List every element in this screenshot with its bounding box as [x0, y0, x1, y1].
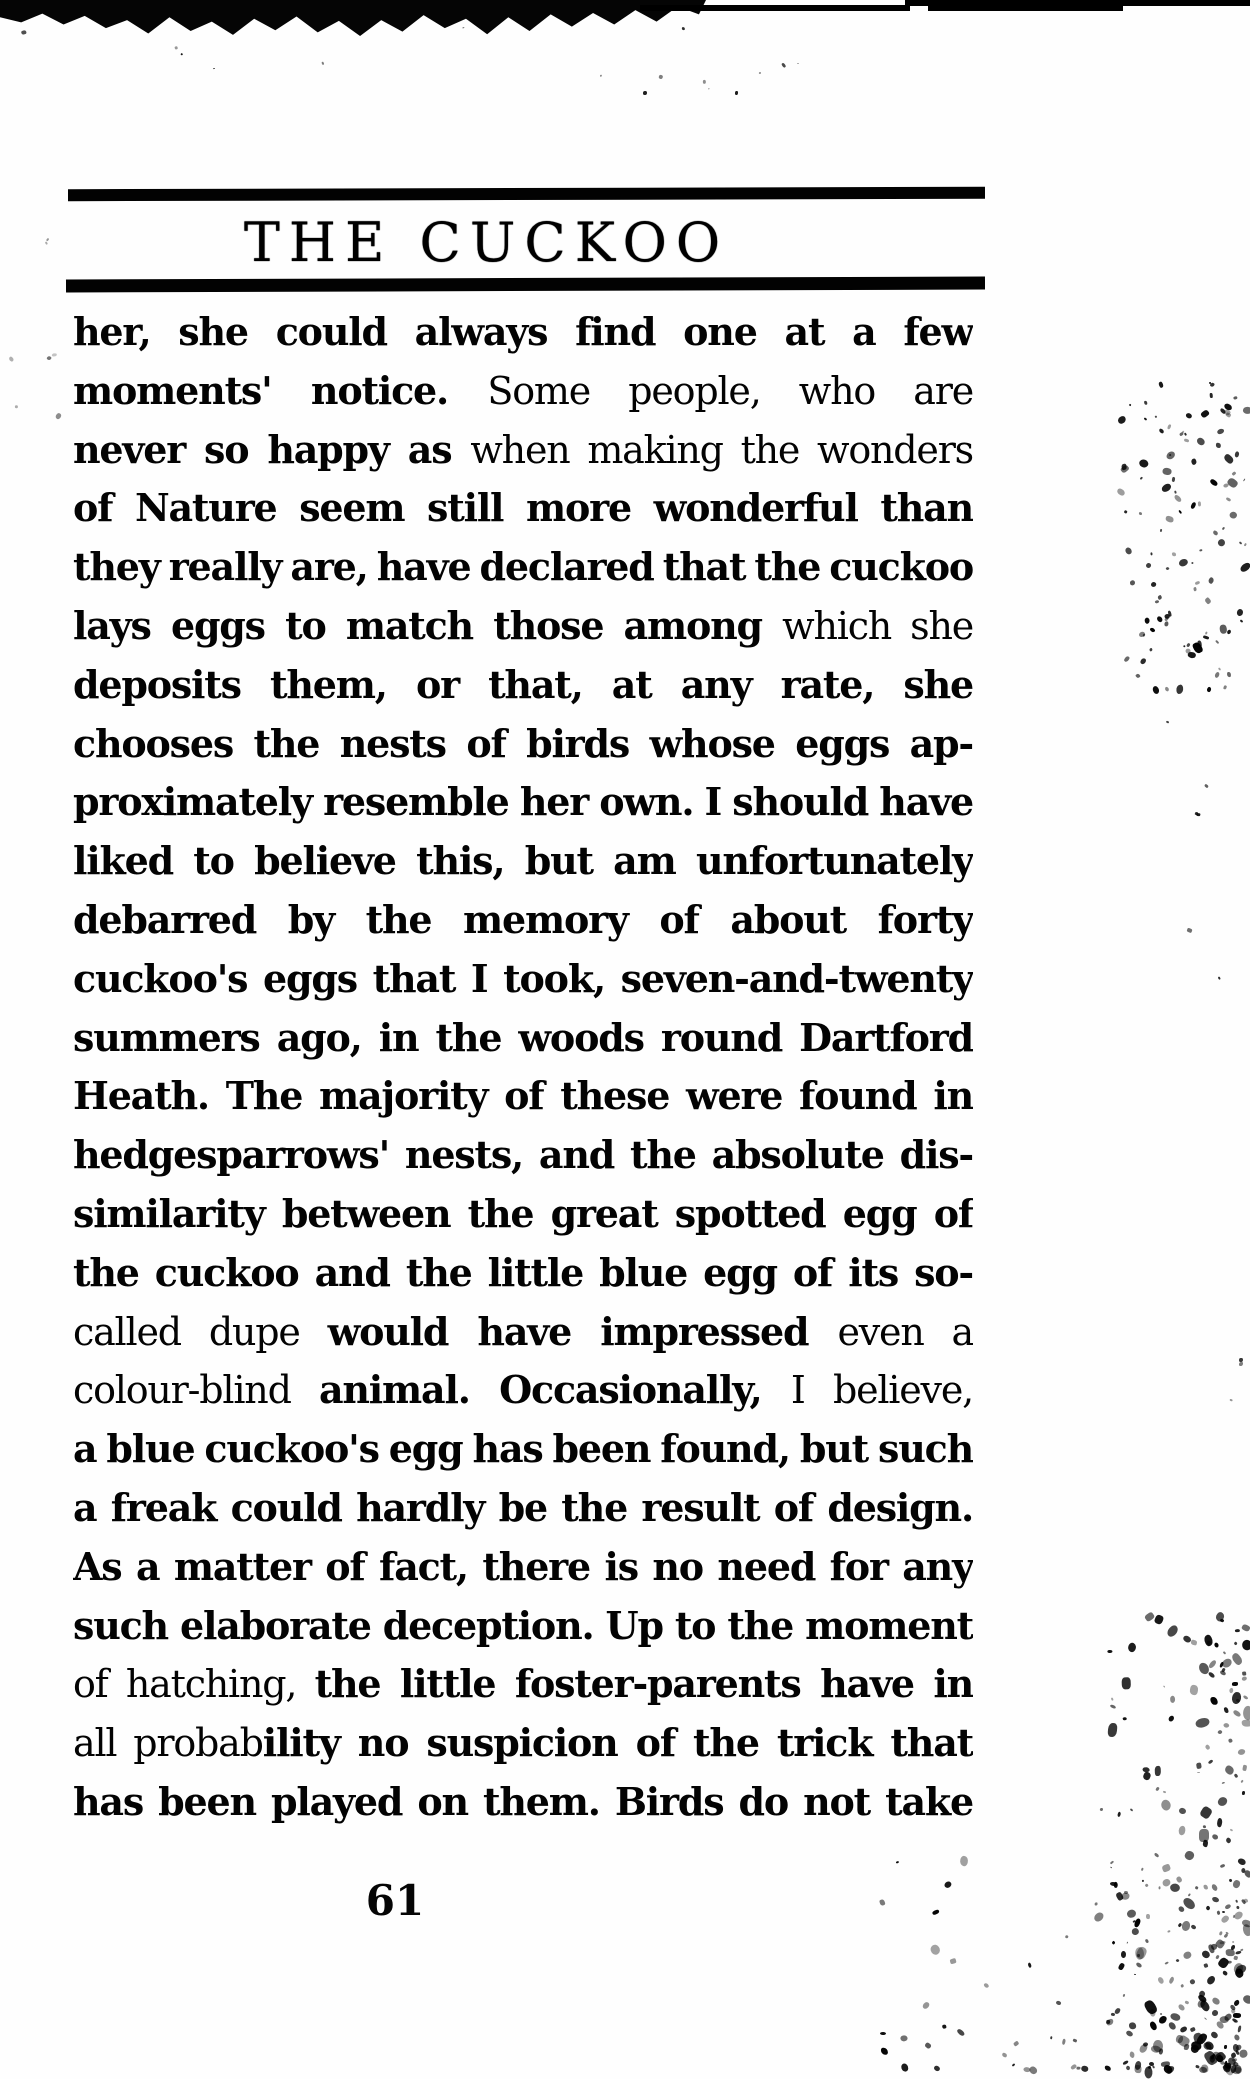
text-segment: moments' notice. — [73, 367, 488, 413]
text-segment: has been played on them. Birds do not take — [73, 1778, 973, 1824]
page-header — [68, 211, 985, 274]
text-line — [73, 1420, 973, 1479]
text-segment: her, she could always find one at a few — [73, 309, 973, 354]
scan-noise-right-mid — [1150, 620, 1245, 1000]
text-segment: liked to believe this, but am unfortunately — [73, 838, 973, 884]
text-segment: all probab — [73, 1721, 263, 1766]
text-line — [73, 1009, 973, 1068]
text-segment: I believe, — [790, 1368, 973, 1413]
scan-noise-right-edge — [1200, 1340, 1245, 1420]
text-line — [73, 950, 973, 1009]
text-line — [73, 362, 973, 421]
text-segment: which she — [782, 603, 973, 648]
text-segment: chooses the nests of birds whose eggs ap- — [73, 720, 973, 766]
text-segment: deposits them, or that, at any rate, she — [73, 661, 973, 707]
text-line — [73, 832, 973, 891]
text-line — [73, 303, 973, 362]
text-line — [73, 1185, 973, 1244]
text-line — [73, 1538, 973, 1597]
page-number: 61 — [365, 1876, 425, 1925]
body-text — [73, 303, 973, 1832]
text-line — [73, 1597, 973, 1656]
text-segment: colour-blind — [73, 1368, 319, 1413]
text-segment: even a — [837, 1309, 973, 1354]
text-line — [73, 538, 973, 597]
text-line — [73, 1714, 973, 1773]
text-segment: a blue cuckoo's egg has been found, but such — [73, 1426, 973, 1472]
text-segment: would have impressed — [327, 1308, 838, 1354]
text-segment: the little foster-parents have in — [314, 1661, 973, 1707]
text-segment: hedgesparrows' nests, and the absolute dis- — [73, 1132, 973, 1178]
text-segment: As a matter of fact, there is no need for any — [73, 1543, 973, 1589]
header-rule-top — [68, 187, 985, 201]
text-line — [73, 773, 973, 832]
scan-noise-left-margin — [40, 238, 66, 264]
text-segment: cuckoo's eggs that I took, seven-and-twenty — [73, 955, 973, 1001]
text-segment: called dupe — [73, 1309, 328, 1354]
text-line — [73, 421, 973, 480]
text-segment: debarred by the memory of about forty — [73, 896, 973, 942]
text-line — [73, 715, 973, 774]
text-segment: summers ago, in the woods round Dartford — [73, 1014, 973, 1060]
text-line — [73, 1655, 973, 1714]
text-segment: the cuckoo and the little blue egg of its so- — [73, 1249, 973, 1295]
text-line — [73, 1479, 973, 1538]
top-edge-line — [928, 0, 1123, 11]
text-line — [73, 1126, 973, 1185]
top-edge-line — [640, 5, 910, 11]
text-segment: never so happy as — [73, 426, 471, 472]
text-segment: when making the wonders — [470, 427, 973, 472]
header-rule-bottom — [66, 277, 985, 293]
text-line — [73, 1067, 973, 1126]
text-segment: animal. Occasionally, — [318, 1367, 791, 1413]
text-segment: such elaborate deception. Up to the moment — [73, 1602, 973, 1648]
text-segment: they really are, have declared that the cuckoo — [73, 544, 973, 590]
text-line — [73, 1303, 973, 1362]
text-segment: of Nature seem still more wonderful than — [73, 485, 973, 531]
text-line — [73, 479, 973, 538]
text-segment: ility no suspicion of the trick that — [262, 1720, 973, 1766]
text-line — [73, 656, 973, 715]
text-segment: proximately resemble her own. I should have — [73, 779, 973, 825]
text-segment: of hatching, — [73, 1662, 315, 1707]
text-line — [73, 597, 973, 656]
scan-noise-left-margin — [4, 352, 64, 422]
text-line — [73, 1773, 973, 1832]
text-segment: a freak could hardly be the result of design. — [73, 1484, 973, 1530]
text-line — [73, 1244, 973, 1303]
text-segment: Heath. The majority of these were found in — [73, 1073, 973, 1119]
text-line — [73, 891, 973, 950]
text-segment: Some people, who are — [487, 368, 973, 413]
scan-noise-bottom-right — [878, 1852, 1250, 2075]
text-line — [73, 1361, 973, 1420]
page-title: THE CUCKOO — [243, 211, 730, 274]
scan-noise-top — [10, 26, 1120, 96]
text-segment: lays eggs to match those among — [73, 602, 783, 648]
text-segment: similarity between the great spotted egg of — [73, 1190, 973, 1236]
